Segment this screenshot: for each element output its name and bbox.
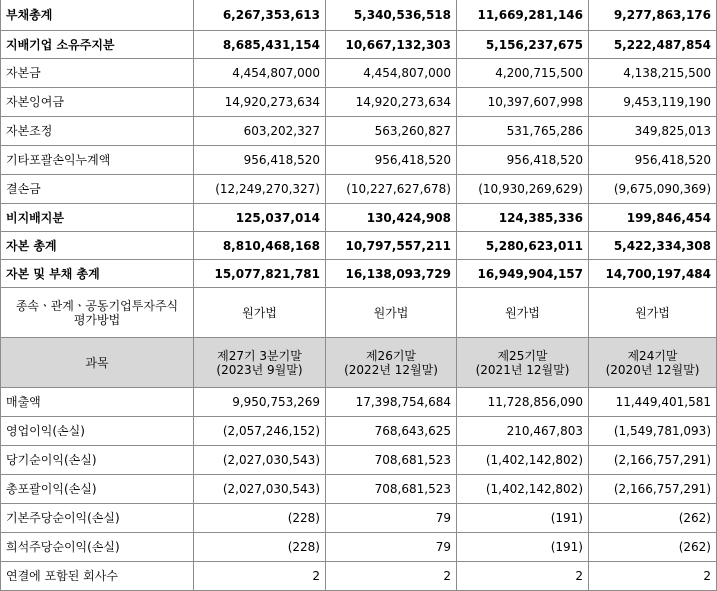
cell-value: (262)	[589, 504, 717, 533]
cell-value: 2	[589, 562, 717, 591]
row-capital-stock	[1, 59, 717, 88]
row-capital-adjustment	[1, 117, 717, 146]
cell-value: 11,669,281,146	[457, 0, 589, 31]
row-valuation-method	[1, 288, 717, 338]
row-label: 자본잉여금	[1, 88, 194, 117]
valuation-label-line1: 종속ㆍ관계ㆍ공동기업투자주식	[15, 298, 179, 313]
cell-value: 11,728,856,090	[457, 388, 589, 417]
cell-value: 603,202,327	[194, 117, 326, 146]
row-revenue	[1, 388, 717, 417]
row-controlling-interest	[1, 31, 717, 59]
cell-value: 563,260,827	[326, 117, 457, 146]
row-capital-surplus	[1, 88, 717, 117]
cell-value: (2,057,246,152)	[194, 417, 326, 446]
row-label: 자본 총계	[1, 232, 194, 260]
cell-value: 124,385,336	[457, 204, 589, 232]
cell-value: 11,449,401,581	[589, 388, 717, 417]
cell-value: (1,549,781,093)	[589, 417, 717, 446]
cell-value: 956,418,520	[589, 146, 717, 175]
cell-value: 10,797,557,211	[326, 232, 457, 260]
row-total-liabilities	[1, 0, 717, 31]
cell-value: 4,200,715,500	[457, 59, 589, 88]
cell-value: 5,156,237,675	[457, 31, 589, 59]
row-comprehensive-income	[1, 475, 717, 504]
cell-value: 원가법	[326, 288, 457, 338]
cell-value: 708,681,523	[326, 446, 457, 475]
cell-value: 14,920,273,634	[194, 88, 326, 117]
cell-value: 5,222,487,854	[589, 31, 717, 59]
row-label: 당기순이익(손실)	[1, 446, 194, 475]
header-period: 제27기 3분기말 (2023년 9월말)	[194, 338, 326, 388]
header-period: 제26기말 (2022년 12월말)	[326, 338, 457, 388]
row-total-equity	[1, 232, 717, 260]
cell-value: (12,249,270,327)	[194, 175, 326, 204]
row-basic-eps	[1, 504, 717, 533]
cell-value: (228)	[194, 504, 326, 533]
cell-value: 210,467,803	[457, 417, 589, 446]
cell-value: (191)	[457, 504, 589, 533]
cell-value: 708,681,523	[326, 475, 457, 504]
cell-value: 10,397,607,998	[457, 88, 589, 117]
row-consolidated-companies	[1, 562, 717, 591]
cell-value: (2,027,030,543)	[194, 446, 326, 475]
cell-value: 5,422,334,308	[589, 232, 717, 260]
cell-value: (9,675,090,369)	[589, 175, 717, 204]
cell-value: 16,138,093,729	[326, 260, 457, 288]
cell-value: 4,138,215,500	[589, 59, 717, 88]
cell-value: 956,418,520	[457, 146, 589, 175]
row-label: 비지배지분	[1, 204, 194, 232]
row-diluted-eps	[1, 533, 717, 562]
row-total-equity-and-liabilities	[1, 260, 717, 288]
cell-value: 349,825,013	[589, 117, 717, 146]
header-subject: 과목	[1, 338, 194, 388]
cell-value: 79	[326, 533, 457, 562]
cell-value: 130,424,908	[326, 204, 457, 232]
cell-value: 17,398,754,684	[326, 388, 457, 417]
row-label: 자본금	[1, 59, 194, 88]
cell-value: 5,340,536,518	[326, 0, 457, 31]
header-period: 제24기말 (2020년 12월말)	[589, 338, 717, 388]
row-label	[1, 288, 194, 338]
cell-value: 9,453,119,190	[589, 88, 717, 117]
cell-value: 956,418,520	[194, 146, 326, 175]
cell-value: 2	[326, 562, 457, 591]
cell-value: 768,643,625	[326, 417, 457, 446]
cell-value: (262)	[589, 533, 717, 562]
cell-value: (10,227,627,678)	[326, 175, 457, 204]
row-label: 부채총계	[1, 0, 194, 31]
row-non-controlling-interest	[1, 204, 717, 232]
row-operating-income	[1, 417, 717, 446]
cell-value: (10,930,269,629)	[457, 175, 589, 204]
cell-value: 14,700,197,484	[589, 260, 717, 288]
row-label: 영업이익(손실)	[1, 417, 194, 446]
cell-value: 14,920,273,634	[326, 88, 457, 117]
cell-value: (2,166,757,291)	[589, 475, 717, 504]
row-label: 지배기업 소유주지분	[1, 31, 194, 59]
cell-value: 531,765,286	[457, 117, 589, 146]
cell-value: 2	[194, 562, 326, 591]
cell-value: 원가법	[194, 288, 326, 338]
cell-value: 6,267,353,613	[194, 0, 326, 31]
cell-value: 원가법	[457, 288, 589, 338]
cell-value: 4,454,807,000	[326, 59, 457, 88]
row-label: 기타포괄손익누계액	[1, 146, 194, 175]
cell-value: 9,277,863,176	[589, 0, 717, 31]
row-label: 결손금	[1, 175, 194, 204]
row-label: 매출액	[1, 388, 194, 417]
cell-value: 956,418,520	[326, 146, 457, 175]
valuation-label-line2: 평가방법	[73, 312, 121, 327]
cell-value: 4,454,807,000	[194, 59, 326, 88]
cell-value: 2	[457, 562, 589, 591]
row-label: 기본주당순이익(손실)	[1, 504, 194, 533]
cell-value: 15,077,821,781	[194, 260, 326, 288]
row-label: 연결에 포함된 회사수	[1, 562, 194, 591]
cell-value: (228)	[194, 533, 326, 562]
cell-value: 원가법	[589, 288, 717, 338]
header-period: 제25기말 (2021년 12월말)	[457, 338, 589, 388]
cell-value: 9,950,753,269	[194, 388, 326, 417]
row-label: 자본조정	[1, 117, 194, 146]
cell-value: 8,685,431,154	[194, 31, 326, 59]
row-label: 희석주당순이익(손실)	[1, 533, 194, 562]
cell-value: 199,846,454	[589, 204, 717, 232]
cell-value: 125,037,014	[194, 204, 326, 232]
cell-value: 8,810,468,168	[194, 232, 326, 260]
cell-value: 79	[326, 504, 457, 533]
cell-value: (2,166,757,291)	[589, 446, 717, 475]
row-net-income	[1, 446, 717, 475]
cell-value: (2,027,030,543)	[194, 475, 326, 504]
cell-value: 5,280,623,011	[457, 232, 589, 260]
row-label: 자본 및 부채 총계	[1, 260, 194, 288]
cell-value: 10,667,132,303	[326, 31, 457, 59]
cell-value: (1,402,142,802)	[457, 446, 589, 475]
table-header-row	[1, 338, 717, 388]
cell-value: (191)	[457, 533, 589, 562]
row-deficit	[1, 175, 717, 204]
cell-value: 16,949,904,157	[457, 260, 589, 288]
cell-value: (1,402,142,802)	[457, 475, 589, 504]
row-accumulated-oci	[1, 146, 717, 175]
row-label: 총포괄이익(손실)	[1, 475, 194, 504]
